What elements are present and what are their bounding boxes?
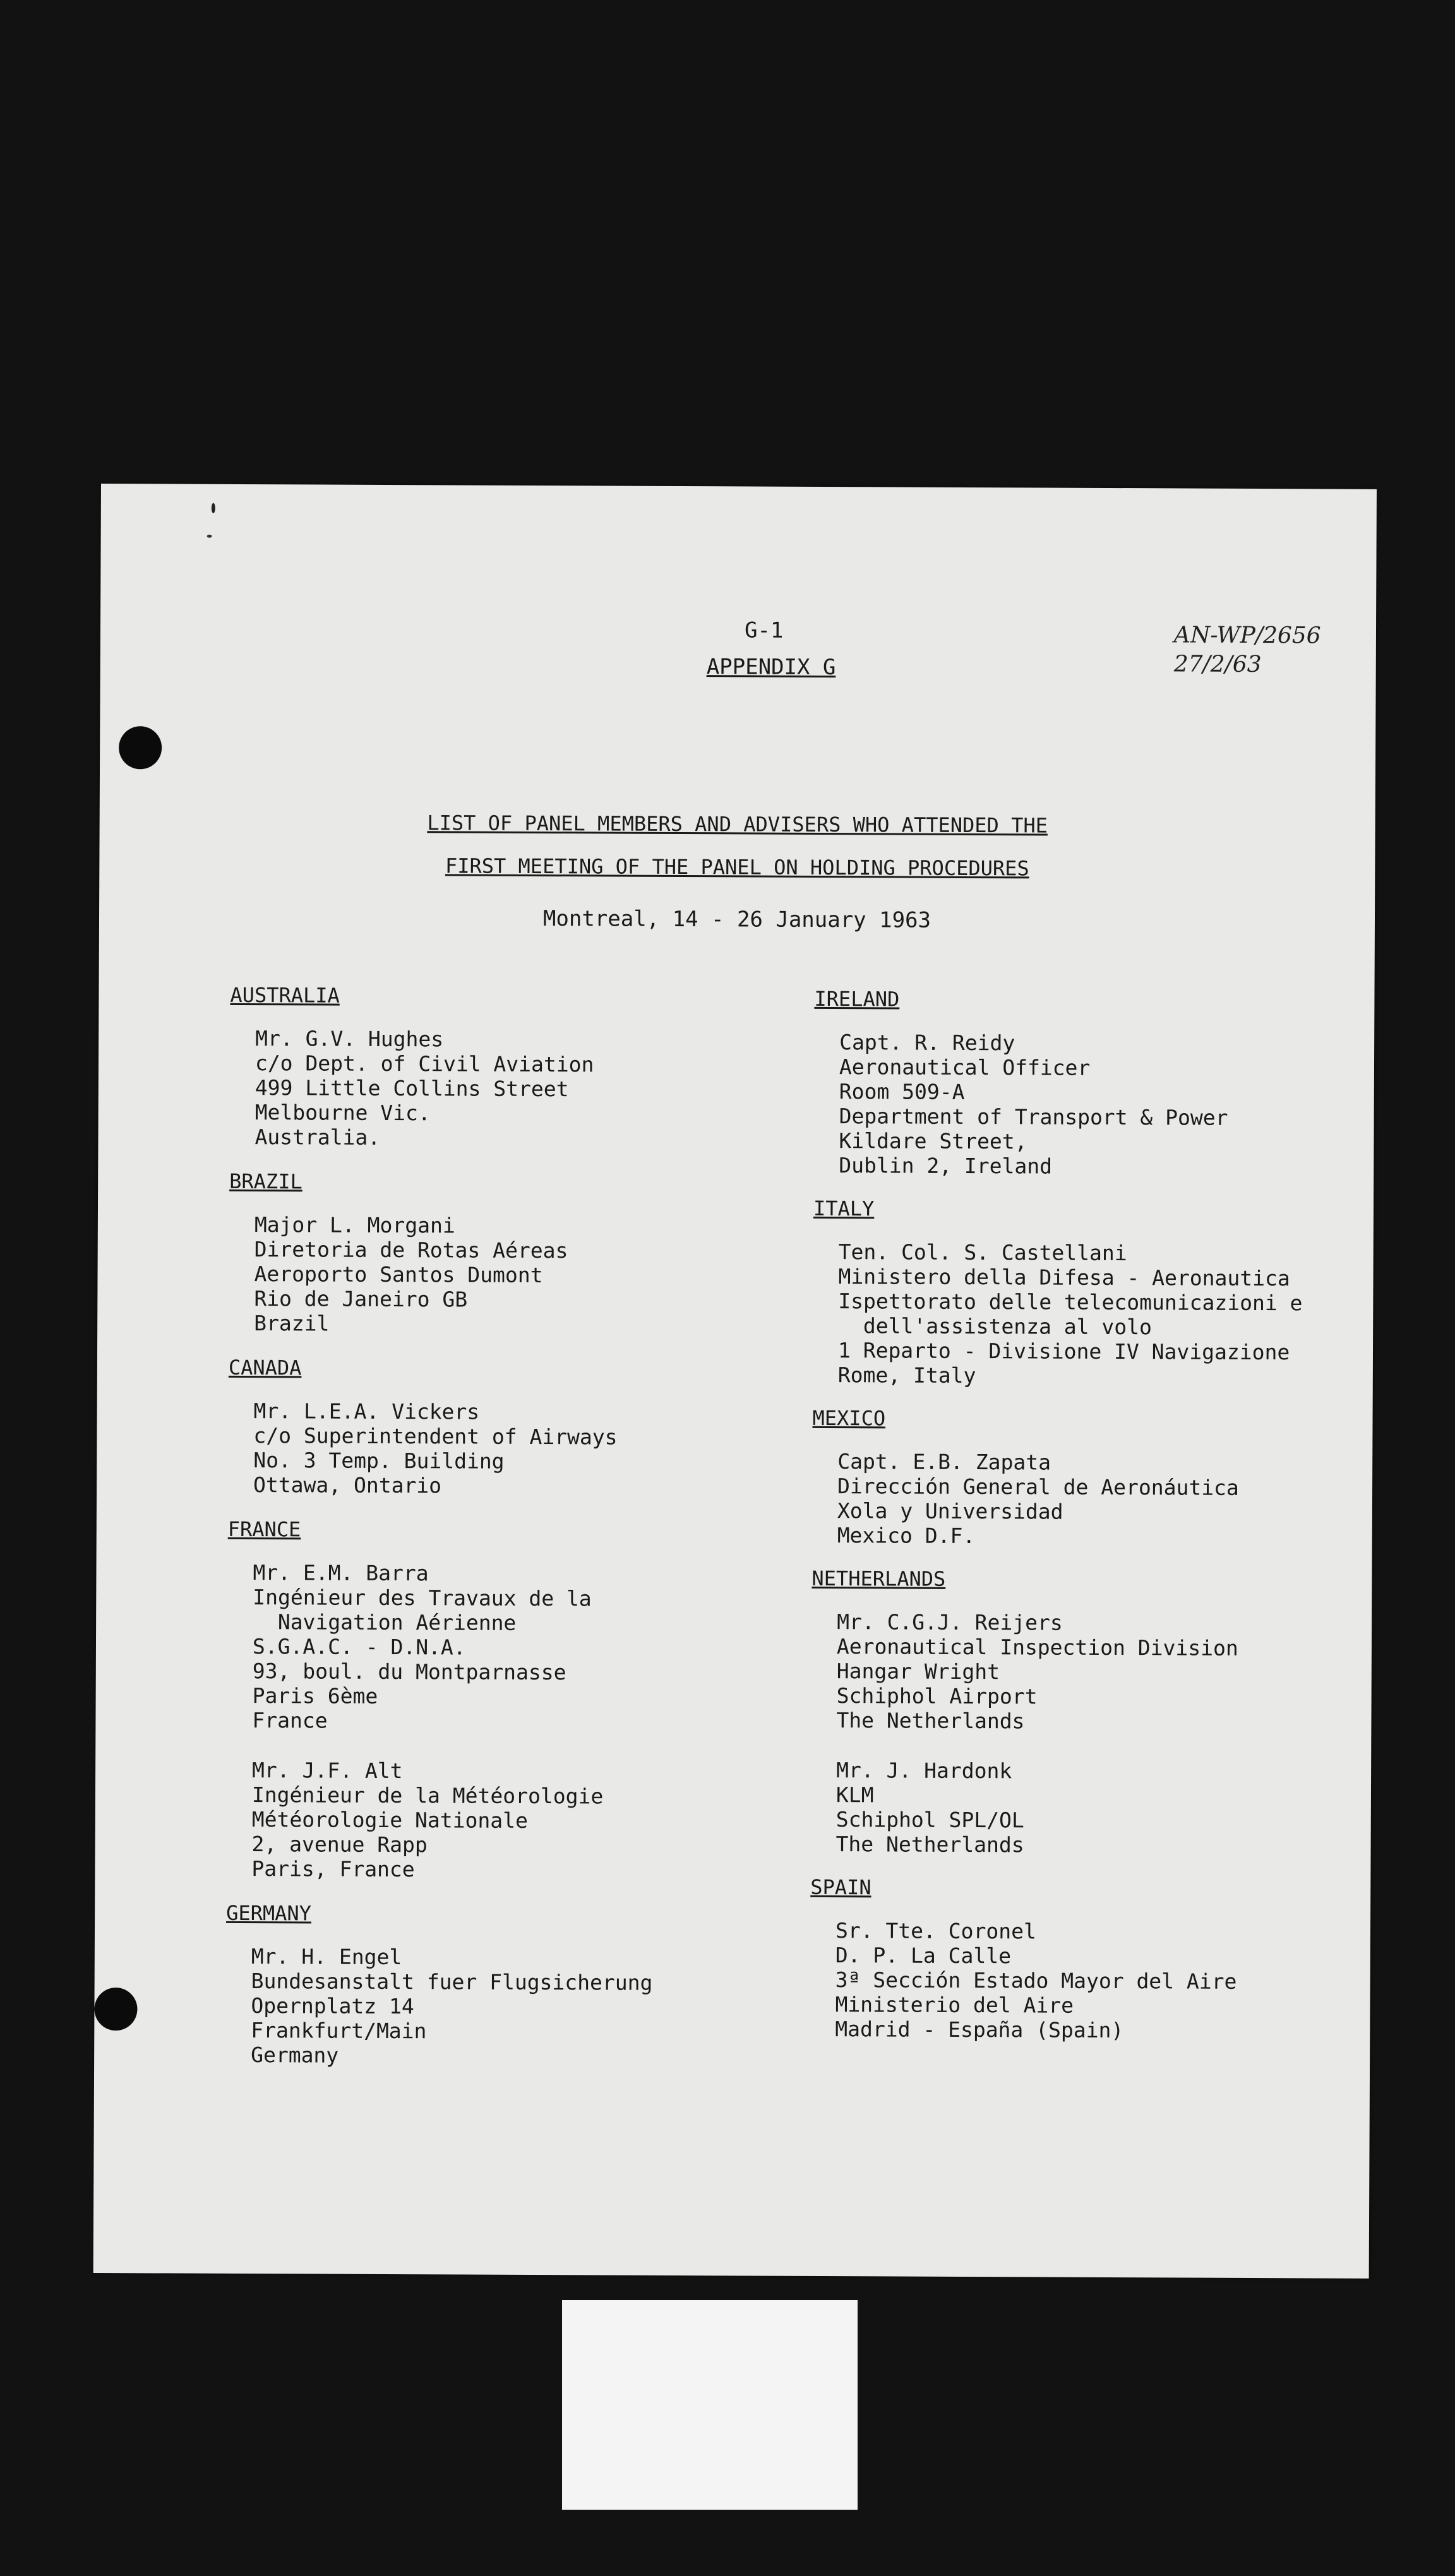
country-section — [226, 1516, 796, 1883]
film-label-box — [562, 2300, 858, 2510]
meeting-location-date: Montreal, 14 - 26 January 1963 — [542, 906, 931, 933]
country-heading: SPAIN — [810, 1875, 871, 1900]
delegate-entry: Ten. Col. S. Castellani Ministero della Difesa - Aeronautica Ispettorato delle telecomunicazioni e dell'assistenza al volo 1 Reparto - Divisione IV Navigazione Rome, Italy — [837, 1239, 1303, 1388]
country-heading: AUSTRALIA — [230, 982, 340, 1008]
country-section — [229, 1168, 798, 1338]
reference-code: AN-WP/2656 — [1173, 622, 1321, 649]
country-section — [225, 1900, 794, 2070]
dust-mark — [207, 535, 212, 538]
page-number: G-1 — [744, 617, 784, 643]
left-column — [225, 982, 798, 2070]
delegate-entry: Mr. E.M. Barra Ingénieur des Travaux de la Navigation Aérienne S.G.A.C. - D.N.A. 93, boul. du Montparnasse Paris 6ème France — [252, 1560, 592, 1733]
country-heading: CANADA — [228, 1355, 302, 1380]
delegate-entry: Mr. L.E.A. Vickers c/o Superintendent of Airways No. 3 Temp. Building Ottawa, Ontario — [253, 1398, 618, 1498]
country-heading: GERMANY — [226, 1900, 312, 1926]
country-section — [229, 982, 798, 1152]
country-heading: IRELAND — [814, 986, 900, 1011]
document-title-line-2: FIRST MEETING OF THE PANEL ON HOLDING PROCEDURES — [445, 854, 1029, 881]
punch-hole-bottom — [94, 1988, 137, 2030]
dust-mark — [212, 503, 215, 513]
right-column — [810, 986, 1382, 2044]
document-reference — [1174, 621, 1321, 679]
country-section — [812, 1405, 1381, 1550]
delegate-entry: Mr. G.V. Hughes c/o Dept. of Civil Aviation 499 Little Collins Street Melbourne Vic. Australia. — [254, 1026, 594, 1150]
country-section — [813, 1195, 1382, 1390]
document-page — [93, 484, 1377, 2279]
delegate-entry: Capt. R. Reidy Aeronautical Officer Room 509-A Department of Transport & Power Kildare Street, Dublin 2, Ireland — [839, 1030, 1228, 1179]
delegate-entry: Capt. E.B. Zapata Dirección General de Aeronáutica Xola y Universidad Mexico D.F. — [837, 1449, 1239, 1549]
delegate-entry: Major L. Morgani Diretoria de Rotas Aéreas Aeroporto Santos Dumont Rio de Janeiro GB Brazil — [254, 1212, 568, 1336]
country-section — [228, 1354, 797, 1500]
country-heading: FRANCE — [227, 1517, 301, 1542]
country-section — [813, 986, 1382, 1180]
country-section — [810, 1874, 1379, 2044]
punch-hole-top — [119, 726, 162, 769]
country-heading: NETHERLANDS — [811, 1566, 946, 1591]
delegate-entry: Mr. J. Hardonk KLM Schiphol SPL/OL The Netherlands — [835, 1758, 1024, 1857]
delegate-entry: Mr. C.G.J. Reijers Aeronautical Inspection Division Hangar Wright Schiphol Airport The Netherlands — [836, 1609, 1238, 1734]
country-section — [811, 1565, 1380, 1859]
document-title-line-1: LIST OF PANEL MEMBERS AND ADVISERS WHO ATTENDED THE — [427, 811, 1048, 838]
country-heading: BRAZIL — [229, 1169, 302, 1194]
delegate-entry: Sr. Tte. Coronel D. P. La Calle 3ª Sección Estado Mayor del Aire Ministerio del Aire Madrid - España (Spain) — [835, 1918, 1237, 2043]
delegate-entry: Mr. H. Engel Bundesanstalt fuer Flugsicherung Opernplatz 14 Frankfurt/Main Germany — [251, 1944, 653, 2068]
delegate-entry: Mr. J.F. Alt Ingénieur de la Météorologie Météorologie Nationale 2, avenue Rapp Paris, France — [251, 1758, 604, 1882]
reference-date: 27/2/63 — [1173, 651, 1262, 678]
country-heading: MEXICO — [812, 1405, 886, 1431]
country-heading: ITALY — [813, 1196, 875, 1221]
appendix-heading: APPENDIX G — [706, 654, 836, 681]
